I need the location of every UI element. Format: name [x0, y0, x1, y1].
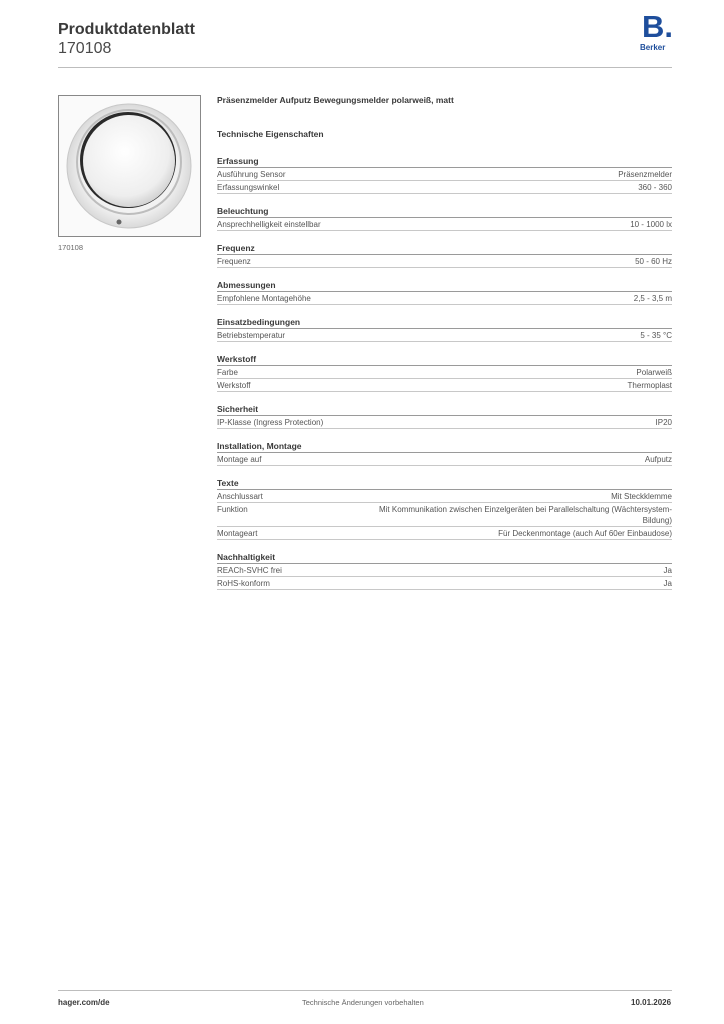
property-label: Ausführung Sensor	[217, 170, 286, 179]
property-label: RoHS-konform	[217, 579, 270, 588]
section-heading: Technische Eigenschaften	[217, 129, 324, 139]
property-value: Präsenzmelder	[618, 170, 672, 179]
property-label: REACh-SVHC frei	[217, 566, 282, 575]
group-title: Erfassung	[217, 155, 672, 168]
property-value: Polarweiß	[636, 368, 672, 377]
property-group	[217, 279, 672, 305]
logo-letter: B.	[642, 9, 673, 44]
property-row	[217, 168, 672, 181]
property-row	[217, 503, 672, 527]
property-value: 5 - 35 °C	[640, 331, 672, 340]
property-row	[217, 218, 672, 231]
logo-text: Berker	[640, 43, 666, 52]
group-title: Werkstoff	[217, 353, 672, 366]
property-group	[217, 551, 672, 590]
property-value: 10 - 1000 lx	[630, 220, 672, 229]
property-row	[217, 564, 672, 577]
berker-logo	[640, 9, 676, 57]
group-title: Frequenz	[217, 242, 672, 255]
product-details	[217, 95, 672, 601]
footer-notice: Technische Änderungen vorbehalten	[302, 998, 424, 1007]
page-title: Produktdatenblatt	[58, 21, 195, 38]
image-caption: 170108	[58, 243, 84, 252]
property-row	[217, 366, 672, 379]
property-value: 360 - 360	[638, 183, 672, 192]
footer-divider	[58, 990, 672, 991]
property-value: Mit Kommunikation zwischen Einzelgeräten bei Parallelschaltung (Wächtersystem-Bildung)	[378, 505, 672, 525]
motion-sensor-image	[59, 96, 200, 236]
property-row	[217, 577, 672, 590]
header-divider	[58, 67, 672, 68]
property-value: 50 - 60 Hz	[635, 257, 672, 266]
property-label: Erfassungswinkel	[217, 183, 280, 192]
property-label: Montageart	[217, 529, 258, 538]
property-value: IP20	[655, 418, 672, 427]
group-title: Abmessungen	[217, 279, 672, 292]
property-row	[217, 292, 672, 305]
property-group	[217, 440, 672, 466]
product-title: Präsenzmelder Aufputz Bewegungsmelder polarweiß, matt	[217, 95, 454, 105]
property-group	[217, 403, 672, 429]
group-title: Texte	[217, 477, 672, 490]
property-group	[217, 353, 672, 392]
group-title: Beleuchtung	[217, 205, 672, 218]
footer-date: 10.01.2026	[631, 998, 672, 1007]
property-label: Ansprechhelligkeit einstellbar	[217, 220, 321, 229]
property-row	[217, 490, 672, 503]
property-groups	[217, 155, 672, 590]
property-label: Farbe	[217, 368, 238, 377]
property-group	[217, 205, 672, 231]
property-row	[217, 255, 672, 268]
property-row	[217, 379, 672, 392]
property-row	[217, 453, 672, 466]
product-image	[58, 95, 201, 237]
property-value: Mit Steckklemme	[611, 492, 672, 501]
property-group	[217, 242, 672, 268]
group-title: Installation, Montage	[217, 440, 672, 453]
property-row	[217, 181, 672, 194]
group-title: Nachhaltigkeit	[217, 551, 672, 564]
property-row	[217, 329, 672, 342]
property-value: 2,5 - 3,5 m	[633, 294, 672, 303]
property-label: Empfohlene Montagehöhe	[217, 294, 311, 303]
group-title: Einsatzbedingungen	[217, 316, 672, 329]
property-label: Werkstoff	[217, 381, 251, 390]
property-label: IP-Klasse (Ingress Protection)	[217, 418, 324, 427]
group-title: Sicherheit	[217, 403, 672, 416]
property-value: Für Deckenmontage (auch Auf 60er Einbaudose)	[498, 529, 672, 538]
article-number: 170108	[58, 40, 112, 57]
property-group	[217, 477, 672, 540]
property-label: Anschlussart	[217, 492, 263, 501]
property-group	[217, 316, 672, 342]
property-value: Aufputz	[644, 455, 672, 464]
footer-website: hager.com/de	[58, 998, 110, 1007]
property-group	[217, 155, 672, 194]
property-row	[217, 527, 672, 540]
property-value: Ja	[663, 566, 672, 575]
property-label: Frequenz	[217, 257, 251, 266]
property-value: Ja	[663, 579, 672, 588]
property-row	[217, 416, 672, 429]
property-value: Thermoplast	[627, 381, 672, 390]
property-label: Funktion	[217, 505, 248, 514]
property-label: Betriebstemperatur	[217, 331, 286, 340]
property-label: Montage auf	[217, 455, 262, 464]
